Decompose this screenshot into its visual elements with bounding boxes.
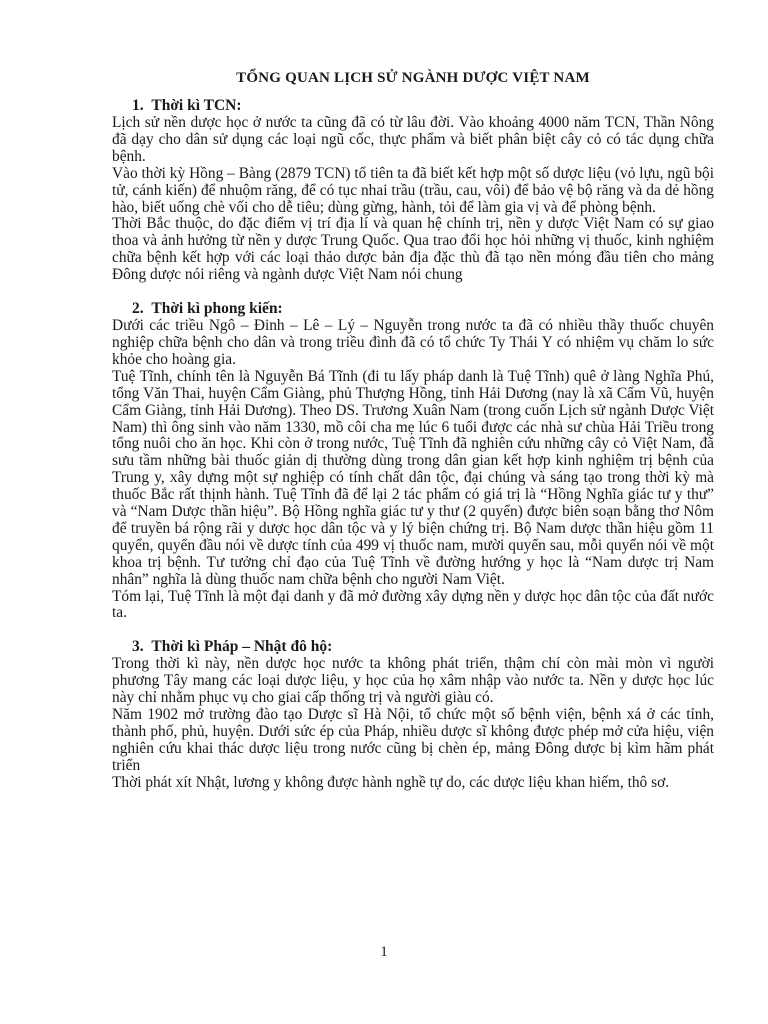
- document-title: TỔNG QUAN LỊCH SỬ NGÀNH DƯỢC VIỆT NAM: [236, 70, 590, 86]
- section-heading: 2. Thời kì phong kiến:: [132, 300, 283, 318]
- paragraph: Tuệ Tĩnh, chính tên là Nguyễn Bá Tĩnh (đi tu lấy pháp danh là Tuệ Tĩnh) quê ở làng Nghĩa Phú, tổng Văn Thai, huyện Cẩm Giàng, phủ Thượng Hồng, tỉnh Hải Dương (nay là xã Cẩm Vũ, huyện Cẩm Giàng, tỉnh Hải Dương). Theo DS. Trương Xuân Nam (trong cuốn Lịch sử ngành Dược Việt Nam) thì ông sinh vào năm 1330, mồ côi cha mẹ lúc 6 tuổi được các nhà sư chùa Hải Triều trong tổng nuôi cho ăn học. Khi còn ở trong nước, Tuệ Tĩnh đã nghiên cứu những cây cỏ Việt Nam, đã sưu tầm những bài thuốc giản dị thường dùng trong dân gian kết hợp kinh nghiệm trị bệnh của Trung y, xây dựng một sự nghiệp có tính chất dân tộc, đại chúng và sáng tạo trong thời kỳ mà thuốc Bắc rất thịnh hành. Tuệ Tĩnh đã để lại 2 tác phẩm có giá trị là “Hồng Nghĩa giác tư y thư” và “Nam Dược thần hiệu”. Bộ Hồng nghĩa giác tư y thư (2 quyển) được biên soạn bằng thơ Nôm để truyền bá rộng rãi y dược học dân tộc và y lý biện chứng trị. Bộ Nam dược thần hiệu gồm 11 quyển, quyển đầu nói về dược tính của 499 vị thuốc nam, mười quyển sau, mỗi quyển nói về một khoa trị bệnh. Tư tưởng chỉ đạo của Tuệ Tĩnh về đường hướng y học là “Nam dược trị Nam nhân” nghĩa là dùng thuốc nam chữa bệnh cho người Nam Việt.: [112, 367, 714, 588]
- paragraph: Thời phát xít Nhật, lương y không được hành nghề tự do, các dược liệu khan hiếm, thô sơ.: [112, 773, 670, 791]
- paragraph: Vào thời kỳ Hồng – Bàng (2879 TCN) tổ tiên ta đã biết kết hợp một số dược liệu (vỏ lựu, ngũ bội tử, cánh kiến) để nhuộm răng, để có tục nhai trầu (trầu, cau, vôi) để bảo vệ bộ răng và da dẻ hồng hào, biết uống chè vối cho dễ tiêu; dùng gừng, hành, tỏi để làm gia vị và để phòng bệnh.: [112, 164, 714, 216]
- paragraph: Tóm lại, Tuệ Tĩnh là một đại danh y đã mở đường xây dựng nền y dược học dân tộc của đất nước ta.: [112, 587, 714, 622]
- section-heading: 3. Thời kì Pháp – Nhật đô hộ:: [132, 638, 333, 656]
- paragraph: Dưới các triều Ngô – Đinh – Lê – Lý – Nguyễn trong nước ta đã có nhiều thầy thuốc chuyên nghiệp chữa bệnh cho dân và trong triều đình đã có tổ chức Ty Thái Y có nhiệm vụ chăm lo sức khỏe cho hoàng gia.: [112, 317, 714, 368]
- paragraph: Năm 1902 mở trường đào tạo Dược sĩ Hà Nội, tổ chức một số bệnh viện, bệnh xá ở các tỉnh, thành phố, phủ, huyện. Dưới sức ép của Pháp, nhiều dược sĩ không được phép mở cửa hiệu, viện nghiên cứu khai thác dược liệu trong nước cũng bị chèn ép, mảng Đông dược bị kìm hãm phát triển: [112, 706, 714, 774]
- page-number: 1: [380, 944, 388, 960]
- section-tcn: [112, 97, 714, 284]
- section-heading: 1. Thời kì TCN:: [132, 97, 242, 114]
- section-phap-nhat: [112, 638, 714, 791]
- paragraph: Thời Bắc thuộc, do đặc điểm vị trí địa lí và quan hệ chính trị, nền y dược Việt Nam có sự giao thoa và ảnh hưởng từ nền y dược Trung Quốc. Qua trao đổi học hỏi những vị thuốc, kinh nghiệm chữa bệnh kết hợp với các loại thảo dược bản địa đặc thù đã tạo nền móng đầu tiên cho mảng Đông dược nói riêng và ngành dược Việt Nam nói chung: [112, 215, 714, 284]
- paragraph: Trong thời kì này, nền dược học nước ta không phát triển, thậm chí còn mài mòn vì người phương Tây mang các loại dược liệu, y học của họ xâm nhập vào nước ta. Nền y dược học lúc này chỉ nhằm phục vụ cho giai cấp thống trị và người giàu có.: [112, 655, 714, 707]
- section-phong-kien: [112, 300, 714, 622]
- paragraph: Lịch sử nền dược học ở nước ta cũng đã có từ lâu đời. Vào khoảng 4000 năm TCN, Thần Nông đã dạy cho dân sử dụng các loại ngũ cốc, thực phẩm và biết phân biệt cây cỏ có tác dụng chữa bệnh.: [112, 114, 714, 165]
